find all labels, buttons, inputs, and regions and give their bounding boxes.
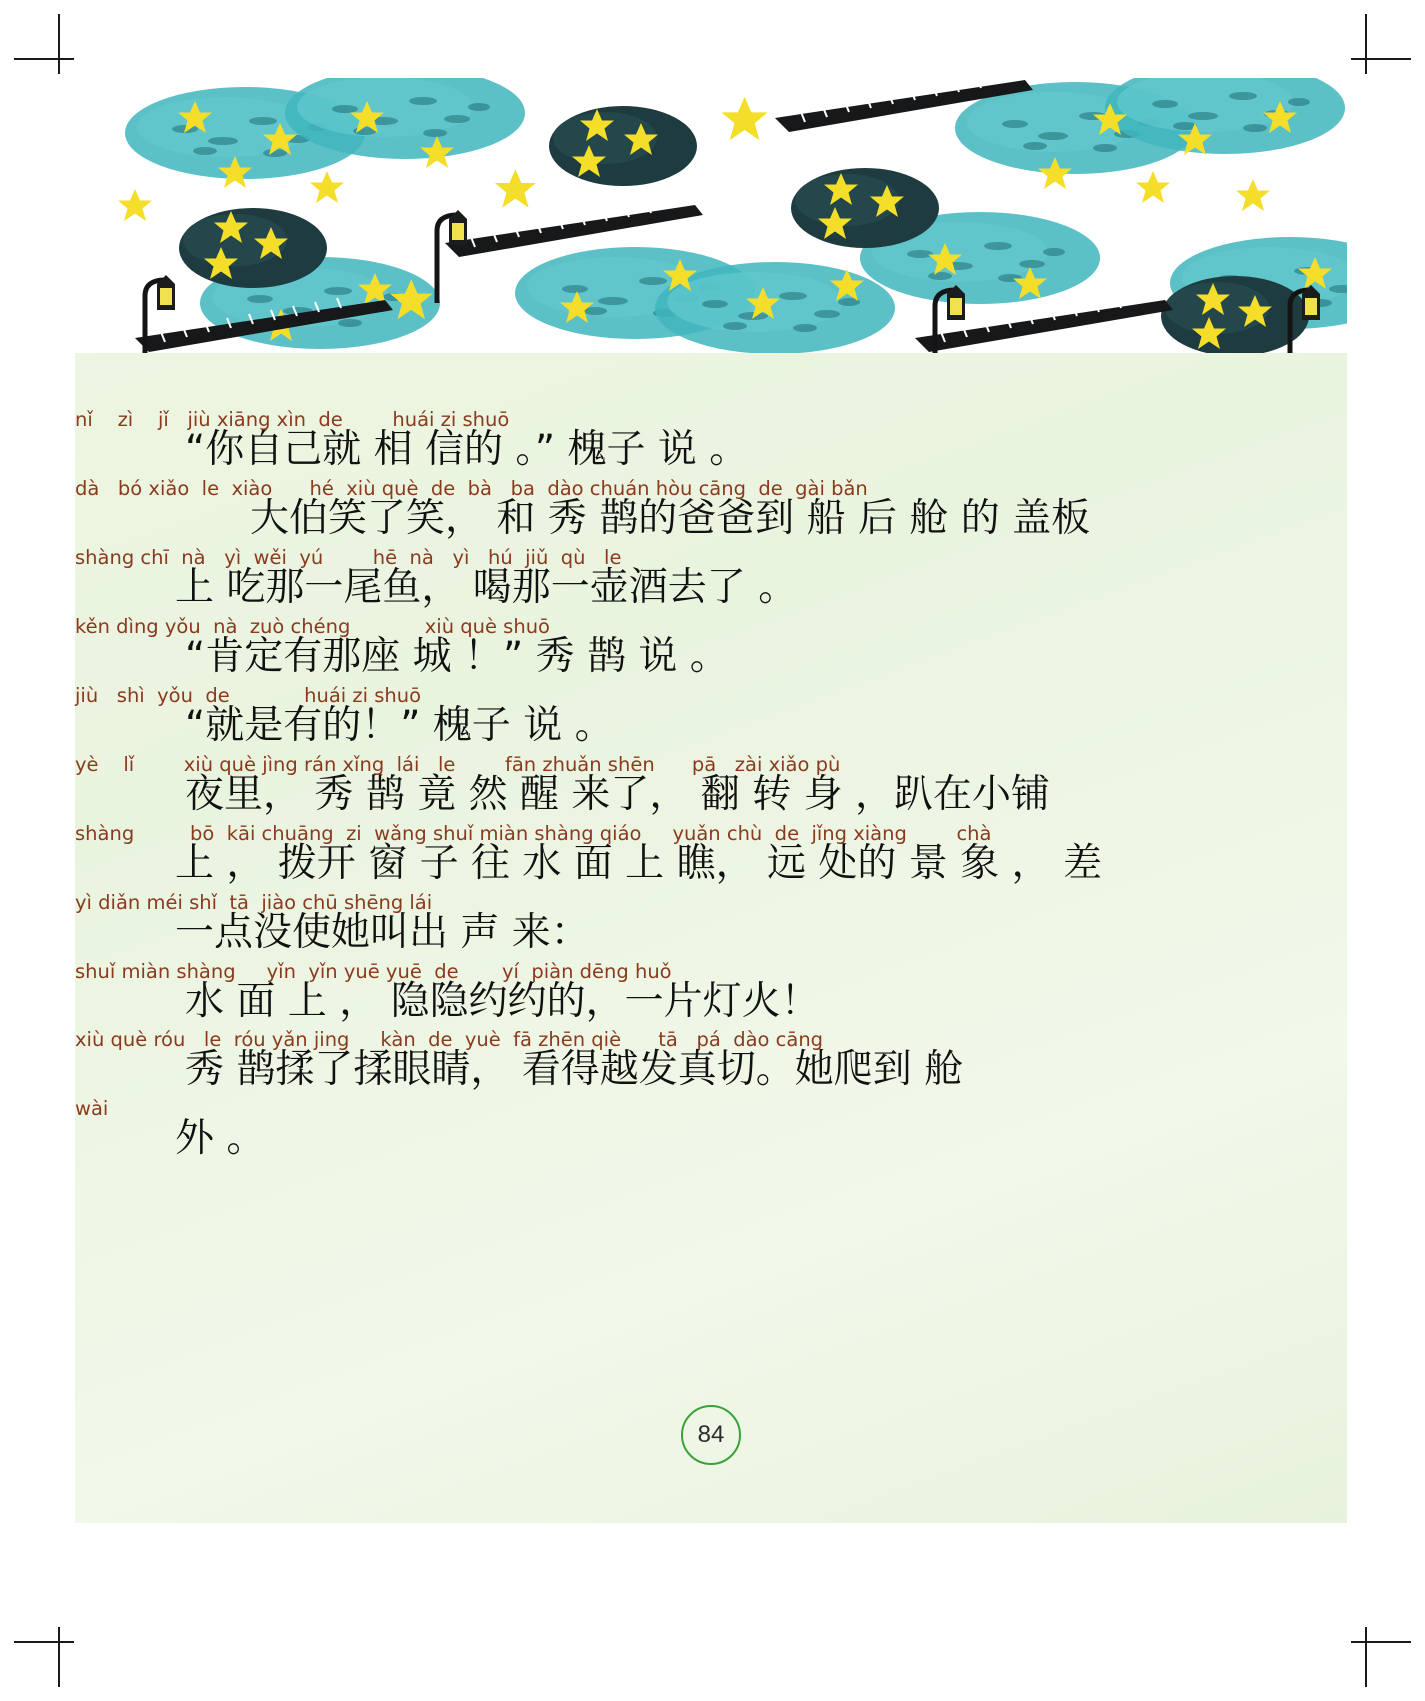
chinese-sentence: 外 。	[175, 1116, 266, 1162]
chinese-sentence: 夜里， 秀 鹊 竟 然 醒 来了， 翻 转 身 ，趴在小铺	[185, 771, 1050, 817]
text-line	[75, 960, 1347, 1023]
chinese-sentence: 水 面 上 ， 隐隐约约的，一片灯火！	[185, 978, 820, 1024]
text-line	[75, 1028, 1347, 1091]
crop-mark-top-left-v	[58, 14, 60, 74]
textbook-page	[75, 78, 1347, 1523]
chinese-sentence: 秀 鹊揉了揉眼睛， 看得越发真切。她爬到 舱	[185, 1047, 964, 1093]
page-number: 84	[681, 1405, 741, 1465]
chinese-sentence: 上 ， 拨开 窗 子 往 水 面 上 瞧， 远 处的 景 象 ， 差	[175, 840, 1102, 886]
text-line	[75, 753, 1347, 816]
chinese-sentence: 上 吃那一尾鱼， 喝那一壶酒去了 。	[175, 564, 798, 610]
text-line	[75, 546, 1347, 609]
crop-mark-bottom-left-v	[58, 1627, 60, 1687]
text-line	[75, 1097, 1347, 1160]
night-river-boats-stars-illustration	[75, 78, 1347, 353]
pinyin-annotation: yè lǐ xiù què jìng rán xǐng lái le fān zhuǎn shēn pā zài xiǎo pù	[75, 752, 841, 776]
pinyin-annotation: kěn dìng yǒu nà zuò chéng xiù què shuō	[75, 614, 550, 638]
pinyin-annotation: yì diǎn méi shǐ tā jiào chū shēng lái	[75, 890, 433, 914]
chinese-sentence: “肯定有那座 城 ！” 秀 鹊 说 。	[185, 633, 729, 679]
crop-mark-top-right-h	[1351, 58, 1411, 60]
pinyin-annotation: dà bó xiǎo le xiào hé xiù què de bà ba dào chuán hòu cāng de gài bǎn	[75, 476, 868, 500]
text-line	[75, 408, 1347, 471]
text-line	[75, 891, 1347, 954]
pinyin-annotation: wài	[75, 1097, 109, 1121]
text-line	[75, 477, 1347, 540]
chinese-sentence: 一点没使她叫出 声 来：	[175, 909, 590, 955]
crop-mark-top-right-v	[1365, 14, 1367, 74]
lesson-body-text	[75, 408, 1347, 1166]
crop-mark-top-left-h	[14, 58, 74, 60]
pinyin-annotation: shàng chī nà yì wěi yú hē nà yì hú jiǔ qù le	[75, 545, 622, 569]
chinese-sentence: “你自己就 相 信的 。” 槐子 说 。	[185, 427, 749, 472]
crop-mark-bottom-right-v	[1365, 1627, 1367, 1687]
pinyin-annotation: xiù què róu le róu yǎn jing kàn de yuè fā zhēn qiè tā pá dào cāng	[75, 1028, 824, 1052]
chinese-sentence: 大伯笑了笑， 和 秀 鹊的爸爸到 船 后 舱 的 盖板	[250, 495, 1091, 541]
crop-mark-bottom-right-h	[1351, 1641, 1411, 1643]
text-line	[75, 822, 1347, 885]
pinyin-annotation: shàng bō kāi chuāng zi wǎng shuǐ miàn shàng qiáo yuǎn chù de jǐng xiàng chà	[75, 821, 992, 845]
pinyin-annotation: jiù shì yǒu de huái zi shuō	[75, 683, 422, 707]
crop-mark-bottom-left-h	[14, 1641, 74, 1643]
chinese-sentence: “就是有的！” 槐子 说 。	[185, 702, 614, 748]
pinyin-annotation: nǐ zì jǐ jiù xiāng xìn de huái zi shuō	[75, 408, 510, 431]
text-line	[75, 684, 1347, 747]
text-line	[75, 615, 1347, 678]
pinyin-annotation: shuǐ miàn shàng yǐn yǐn yuē yuē de yí piàn dēng huǒ	[75, 959, 672, 983]
